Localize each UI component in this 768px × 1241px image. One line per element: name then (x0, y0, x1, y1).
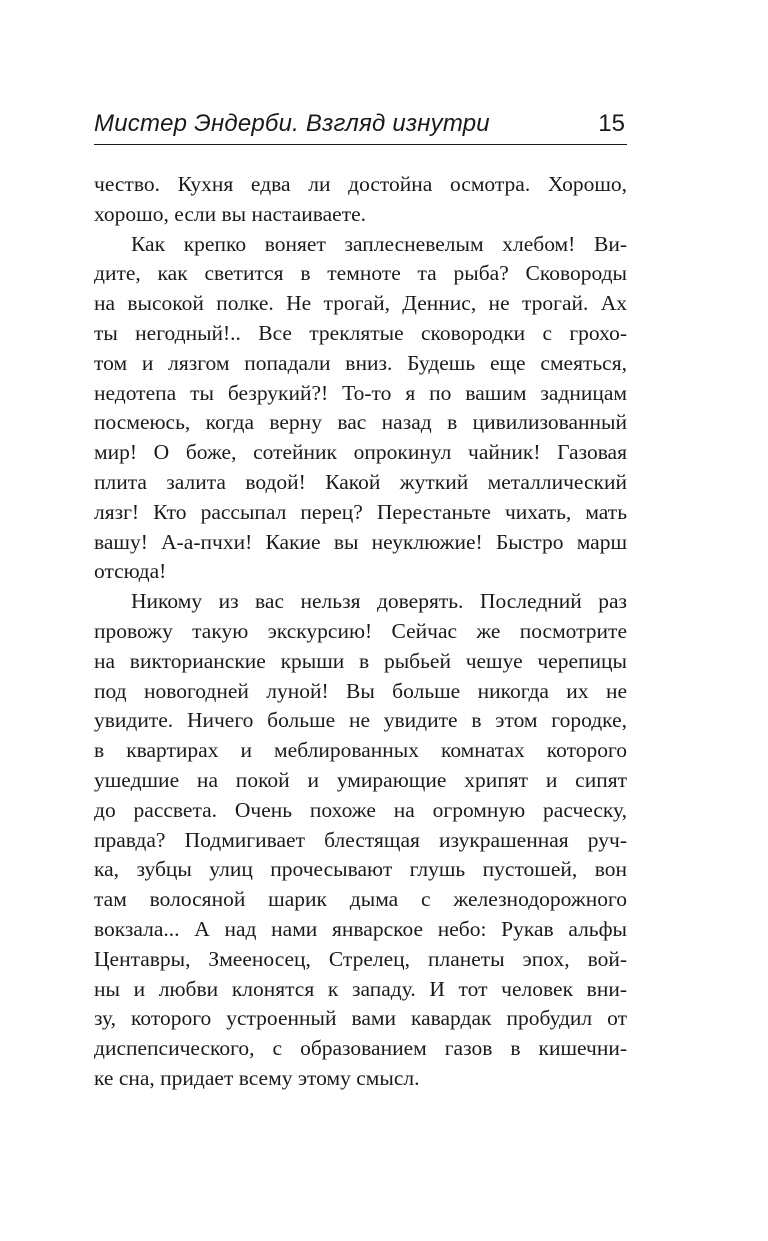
text-line: на викторианские крыши в рыбьей чешуе черепицы (94, 648, 627, 673)
text-line: в квартирах и меблированных комнатах которого (94, 738, 627, 763)
text-line: мир! О боже, сотейник опрокинул чайник! Газовая (94, 440, 627, 465)
text-line: ка, зубцы улиц прочесывают глушь пустошей, вон (94, 857, 627, 882)
text-line: ны и любви клонятся к западу. И тот человек вни- (94, 976, 627, 1001)
text-line: зу, которого устроенный вами кавардак пробудил от (94, 1006, 627, 1031)
text-line: посмеюсь, когда верну вас назад в цивилизованный (94, 410, 627, 435)
running-title: Мистер Эндерби. Взгляд изнутри (94, 110, 490, 137)
page-number: 15 (598, 110, 625, 137)
text-line: там волосяной шарик дыма с железнодорожного (94, 887, 627, 912)
text-line: ты негодный!.. Все треклятые сковородки с грохо- (94, 320, 627, 345)
paragraph (94, 230, 627, 588)
text-line: правда? Подмигивает блестящая изукрашенная руч- (94, 827, 627, 852)
text-line: хорошо, если вы настаиваете. (94, 201, 367, 226)
text-line: под новогодней луной! Вы больше никогда их не (94, 678, 627, 703)
text-line: вашу! А-а-пчхи! Какие вы неуклюжие! Быстро марш (94, 529, 627, 554)
text-line: дите, как светится в темноте та рыба? Сковороды (94, 261, 627, 286)
text-line: чество. Кухня едва ли достойна осмотра. Хорошо, (94, 172, 627, 196)
paragraph (94, 170, 627, 230)
text-line: Никому из вас нельзя доверять. Последний раз (131, 589, 627, 614)
text-line: провожу такую экскурсию! Сейчас же посмотрите (94, 618, 627, 643)
text-line: на высокой полке. Не трогай, Деннис, не трогай. Ах (94, 291, 627, 316)
text-line: вокзала... А над нами январское небо: Рукав альфы (94, 916, 627, 941)
text-line: до рассвета. Очень похоже на огромную расческу, (94, 797, 627, 822)
text-line: Центавры, Змееносец, Стрелец, планеты эпох, вой- (94, 946, 627, 971)
text-body (94, 170, 627, 1094)
text-line: ушедшие на покой и умирающие хрипят и сипят (94, 767, 627, 792)
text-line: Как крепко воняет заплесневелым хлебом! Ви- (131, 231, 627, 256)
text-line: том и лязгом попадали вниз. Будешь еще смеяться, (94, 350, 627, 375)
text-line: увидите. Ничего больше не увидите в этом городке, (94, 708, 627, 733)
paragraph (94, 587, 627, 1094)
text-line: ке сна, придает всему этому смысл. (94, 1065, 420, 1090)
text-line: диспепсического, с образованием газов в кишечни- (94, 1036, 627, 1061)
book-page (94, 0, 627, 1241)
text-line: недотепа ты безрукий?! То-то я по вашим задницам (94, 380, 627, 405)
running-head (94, 110, 627, 145)
text-line: плита залита водой! Какой жуткий металлический (94, 469, 627, 494)
text-line: лязг! Кто рассыпал перец? Перестаньте чихать, мать (94, 499, 627, 524)
text-line: отсюда! (94, 559, 167, 584)
